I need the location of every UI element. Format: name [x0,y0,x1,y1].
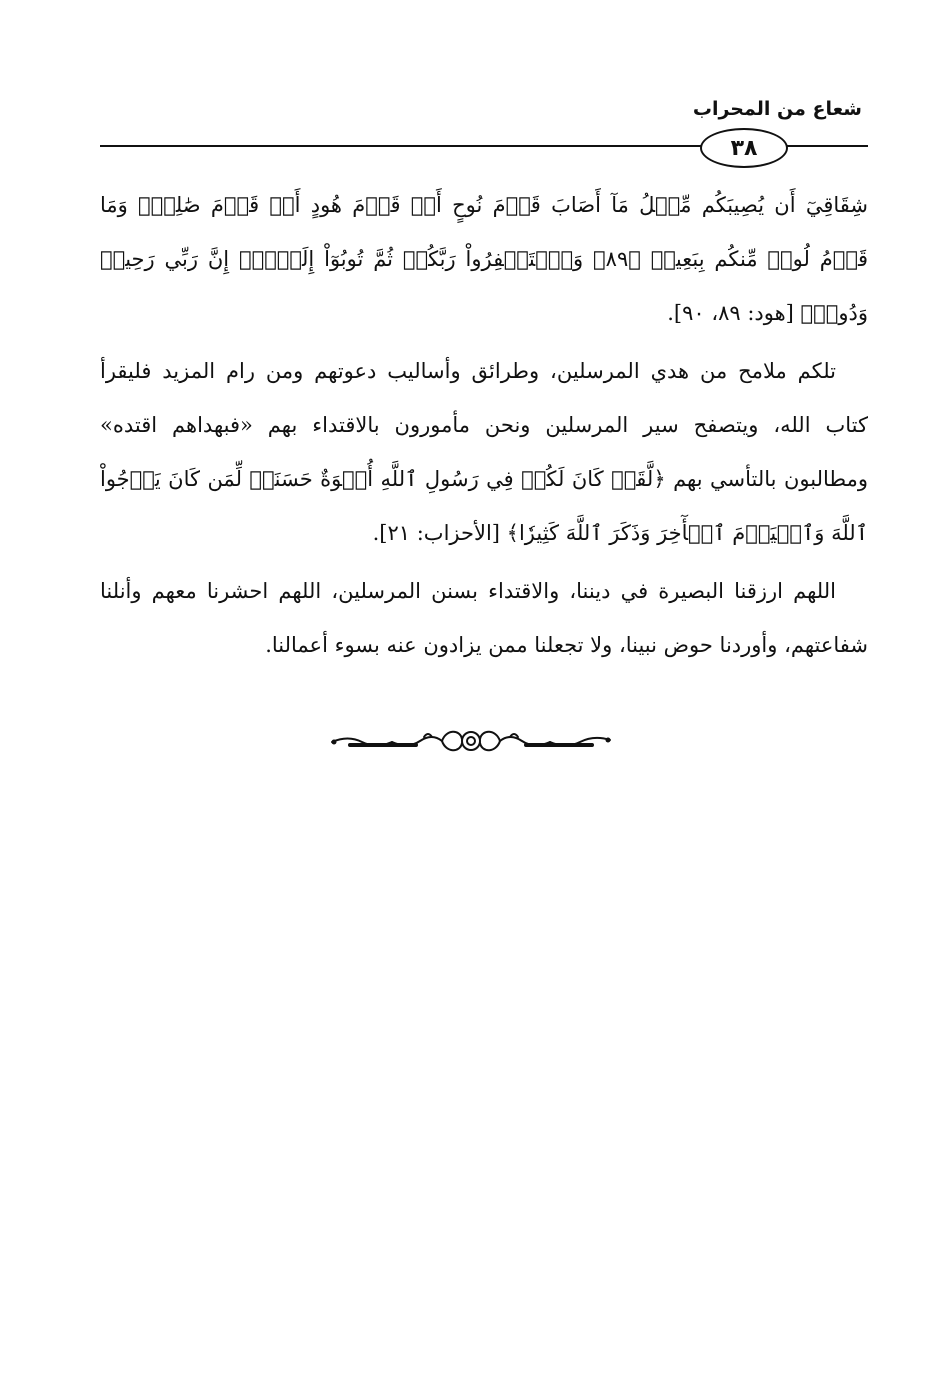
paragraph-messengers-guidance: تلكم ملامح من هدي المرسلين، وطرائق وأساليب دعوتهم ومن رام المزيد فليقرأ كتاب الله، ويتصفح سير المرسلين ونحن مأمورون بالاقتداء بهم «فبهداهم اقتده» ومطالبون بالتأسي بهم ﴿لَّقَدۡ كَانَ لَكُمۡ فِي رَسُولِ ٱللَّهِ أُسۡوَةٌ حَسَنَةٞ لِّمَن كَانَ يَرۡجُواْ ٱللَّهَ وَٱلۡيَوۡمَ ٱلۡأٓخِرَ وَذَكَرَ ٱللَّهَ كَثِيرٗا﴾ [الأحزاب: ٢١]. [100,359,868,545]
paragraph-supplication: اللهم ارزقنا البصيرة في ديننا، والاقتداء بسنن المرسلين، اللهم احشرنا معهم وأنلنا شفاعتهم، وأوردنا حوض نبينا، ولا تجعلنا ممن يزادون عنه بسوء أعمالنا. [100,579,868,657]
paragraph-quran-hud: شِقَاقِيٓ أَن يُصِيبَكُم مِّثۡلُ مَآ أَصَابَ قَوۡمَ نُوحٍ أَوۡ قَوۡمَ هُودٍ أَوۡ قَوۡمَ صَٰلِحٖۚ وَمَا قَوۡمُ لُوطٖ مِّنكُم بِبَعِيدٖ ﴿٨٩﴾ وَٱسۡتَغۡفِرُواْ رَبَّكُمۡ ثُمَّ تُوبُوٓاْ إِلَيۡهِۚ إِنَّ رَبِّي رَحِيمٞ وَدُودٞ﴾ [هود: ٨٩، ٩٠]. [100,193,868,325]
running-title: شعاع من المحراب [692,98,862,120]
page-number [700,128,788,168]
decorative-divider-icon [328,727,614,755]
page-number-label: ٣٨ [730,135,758,161]
body-text [100,178,868,672]
